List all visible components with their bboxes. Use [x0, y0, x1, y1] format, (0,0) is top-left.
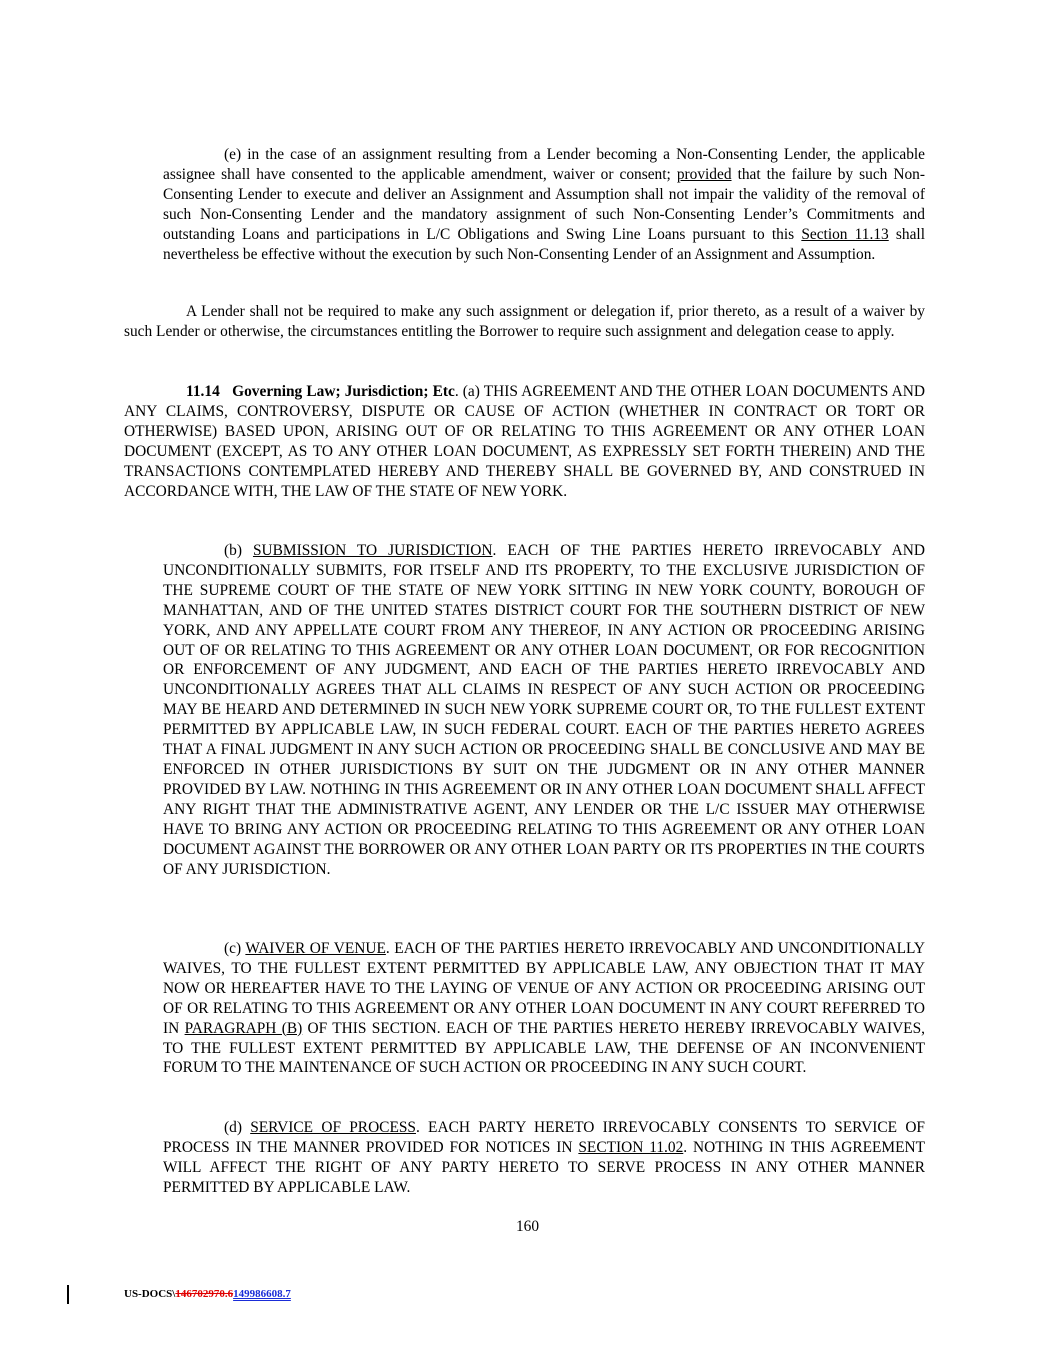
paragraph-e-lead: (e) in the case of an assignment resulting from a Lender becoming a Non-Consenting Lender, the applicable assignee shall have consented to the applicable amendment, waiver or consent;: [163, 146, 925, 183]
footer-deleted-id: 146702970.6: [175, 1288, 234, 1300]
paragraph-e: [163, 145, 925, 264]
paragraph-e-tail: shall nevertheless be effective without the execution by such Non-Consenting Lender of an Assignment and Assumption.: [163, 225, 925, 263]
section-11-14-body: . (a) THIS AGREEMENT AND THE OTHER LOAN DOCUMENTS AND ANY CLAIMS, CONTROVERSY, DISPUTE OR CAUSE OF ACTION (WHETHER IN CONTRACT OR TORT OR OTHERWISE) BASED UPON, ARISING OUT OF OR RELATING TO THIS AGREEMENT OR ANY OTHER LOAN DOCUMENT (EXCEPT, AS TO ANY OTHER LOAN DOCUMENT, AS EXPRESSLY SET FORTH THEREIN) AND THE TRANSACTIONS CONTEMPLATED HEREBY AND THEREBY SHALL BE GOVERNED BY, AND CONSTRUED IN ACCORDANCE WITH, THE LAW OF THE STATE OF NEW YORK.: [124, 383, 925, 500]
section-number: 11.14: [186, 383, 220, 400]
paragraph-d-label: (d): [224, 1119, 251, 1136]
paragraph-d-tail: . NOTHING IN THIS AGREEMENT WILL AFFECT THE RIGHT OF ANY PARTY HERETO TO SERVE PROCESS IN ANY OTHER MANNER PERMITTED BY APPLICABLE LAW.: [163, 1138, 925, 1196]
paragraph-b-label: (b): [224, 542, 253, 559]
paragraph-b-body: . EACH OF THE PARTIES HERETO IRREVOCABLY AND UNCONDITIONALLY SUBMITS, FOR ITSELF AND ITS PROPERTY, TO THE EXCLUSIVE JURISDICTION OF THE SUPREME COURT OF THE STATE OF NEW YORK SITTING IN NEW YORK COUNTY, BOROUGH OF MANHATTAN, AND OF THE UNITED STATES DISTRICT COURT FOR THE SOUTHERN DISTRICT OF NEW YORK, AND ANY APPELLATE COURT FROM ANY THEREOF, IN ANY ACTION OR PROCEEDING ARISING OUT OF OR RELATING TO THIS AGREEMENT OR ANY OTHER LOAN DOCUMENT, OR FOR RECOGNITION OR ENFORCEMENT OF ANY JUDGMENT, AND EACH OF THE PARTIES HERETO IRREVOCABLY AND UNCONDITIONALLY AGREES THAT ALL CLAIMS IN RESPECT OF ANY SUCH ACTION OR PROCEEDING MAY BE HEARD AND DETERMINED IN SUCH NEW YORK SUPREME COURT OR, TO THE FULLEST EXTENT PERMITTED BY APPLICABLE LAW, IN SUCH FEDERAL COURT. EACH OF THE PARTIES HERETO AGREES THAT A FINAL JUDGMENT IN ANY SUCH ACTION OR PROCEEDING SHALL BE CONCLUSIVE AND MAY BE ENFORCED IN OTHER JURISDICTIONS BY SUIT ON THE JUDGMENT OR IN ANY OTHER MANNER PROVIDED BY LAW. NOTHING IN THIS AGREEMENT OR IN ANY OTHER LOAN DOCUMENT SHALL AFFECT ANY RIGHT THAT THE ADMINISTRATIVE AGENT, ANY LENDER OR THE L/C ISSUER MAY OTHERWISE HAVE TO BRING ANY ACTION OR PROCEEDING RELATING TO THIS AGREEMENT OR ANY OTHER LOAN DOCUMENT AGAINST THE BORROWER OR ANY OTHER LOAN PARTY OR ITS PROPERTIES IN THE COURTS OF ANY JURISDICTION.: [163, 542, 925, 878]
paragraph-d-body: . EACH PARTY HERETO IRREVOCABLY CONSENTS TO SERVICE OF PROCESS IN THE MANNER PROVIDED FOR NOTICES IN: [163, 1119, 925, 1156]
paragraph-c: [163, 939, 925, 1078]
paragraph-d: [163, 1118, 925, 1198]
paragraph-c-tail: OF THIS SECTION. EACH OF THE PARTIES HERETO HEREBY IRREVOCABLY WAIVES, TO THE FULLEST EXTENT PERMITTED BY APPLICABLE LAW, THE DEFENSE OF AN INCONVENIENT FORUM TO THE MAINTENANCE OF SUCH ACTION OR PROCEEDING IN ANY SUCH COURT.: [163, 1019, 925, 1077]
paragraph-lender-assignment: A Lender shall not be required to make any such assignment or delegation if, prior thereto, as a result of a waiver by such Lender or otherwise, the circumstances entitling the Borrower to require such assignment and delegation cease to apply.: [124, 303, 925, 340]
section-11-02-reference[interactable]: SECTION 11.02: [578, 1138, 684, 1156]
section-11-14: [124, 382, 925, 501]
change-bar: [67, 1285, 69, 1304]
section-11-13-reference[interactable]: Section 11.13: [801, 225, 889, 243]
section-heading: Governing Law; Jurisdiction; Etc: [232, 383, 455, 400]
paragraph-b: [163, 541, 925, 879]
document-footer: [124, 1288, 291, 1300]
paragraph-b-title: SUBMISSION TO JURISDICTION: [252, 542, 493, 559]
paragraph-e-mid: that the failure by such Non-Consenting Lender to execute and deliver an Assignment and Assumption shall not impair the validity of the removal of such Non-Consenting Lender and the mandatory assignment of such Non-Consenting Lender’s Commitments and outstanding Loans and participations in L/C Obligations and Swing Line Loans pursuant to this: [163, 165, 926, 243]
footer-prefix: US-DOCS\: [124, 1288, 176, 1300]
paragraph-b-reference[interactable]: PARAGRAPH (B): [184, 1019, 303, 1037]
paragraph-c-body: . EACH OF THE PARTIES HERETO IRREVOCABLY AND UNCONDITIONALLY WAIVES, TO THE FULLEST EXTENT PERMITTED BY APPLICABLE LAW, ANY OBJECTION THAT IT MAY NOW OR HEREAFTER HAVE TO THE LAYING OF VENUE OF ANY ACTION OR PROCEEDING ARISING OUT OF OR RELATING TO THIS AGREEMENT OR ANY OTHER LOAN DOCUMENT IN ANY COURT REFERRED TO IN: [163, 940, 926, 1037]
paragraph-c-label: (c): [224, 940, 246, 957]
provided-term: provided: [676, 165, 732, 183]
paragraph-d-title: SERVICE OF PROCESS: [250, 1119, 416, 1136]
page-number: 160: [515, 1218, 540, 1235]
paragraph-c-title: WAIVER OF VENUE: [245, 940, 386, 957]
footer-inserted-id: 149986608.7: [233, 1288, 291, 1300]
